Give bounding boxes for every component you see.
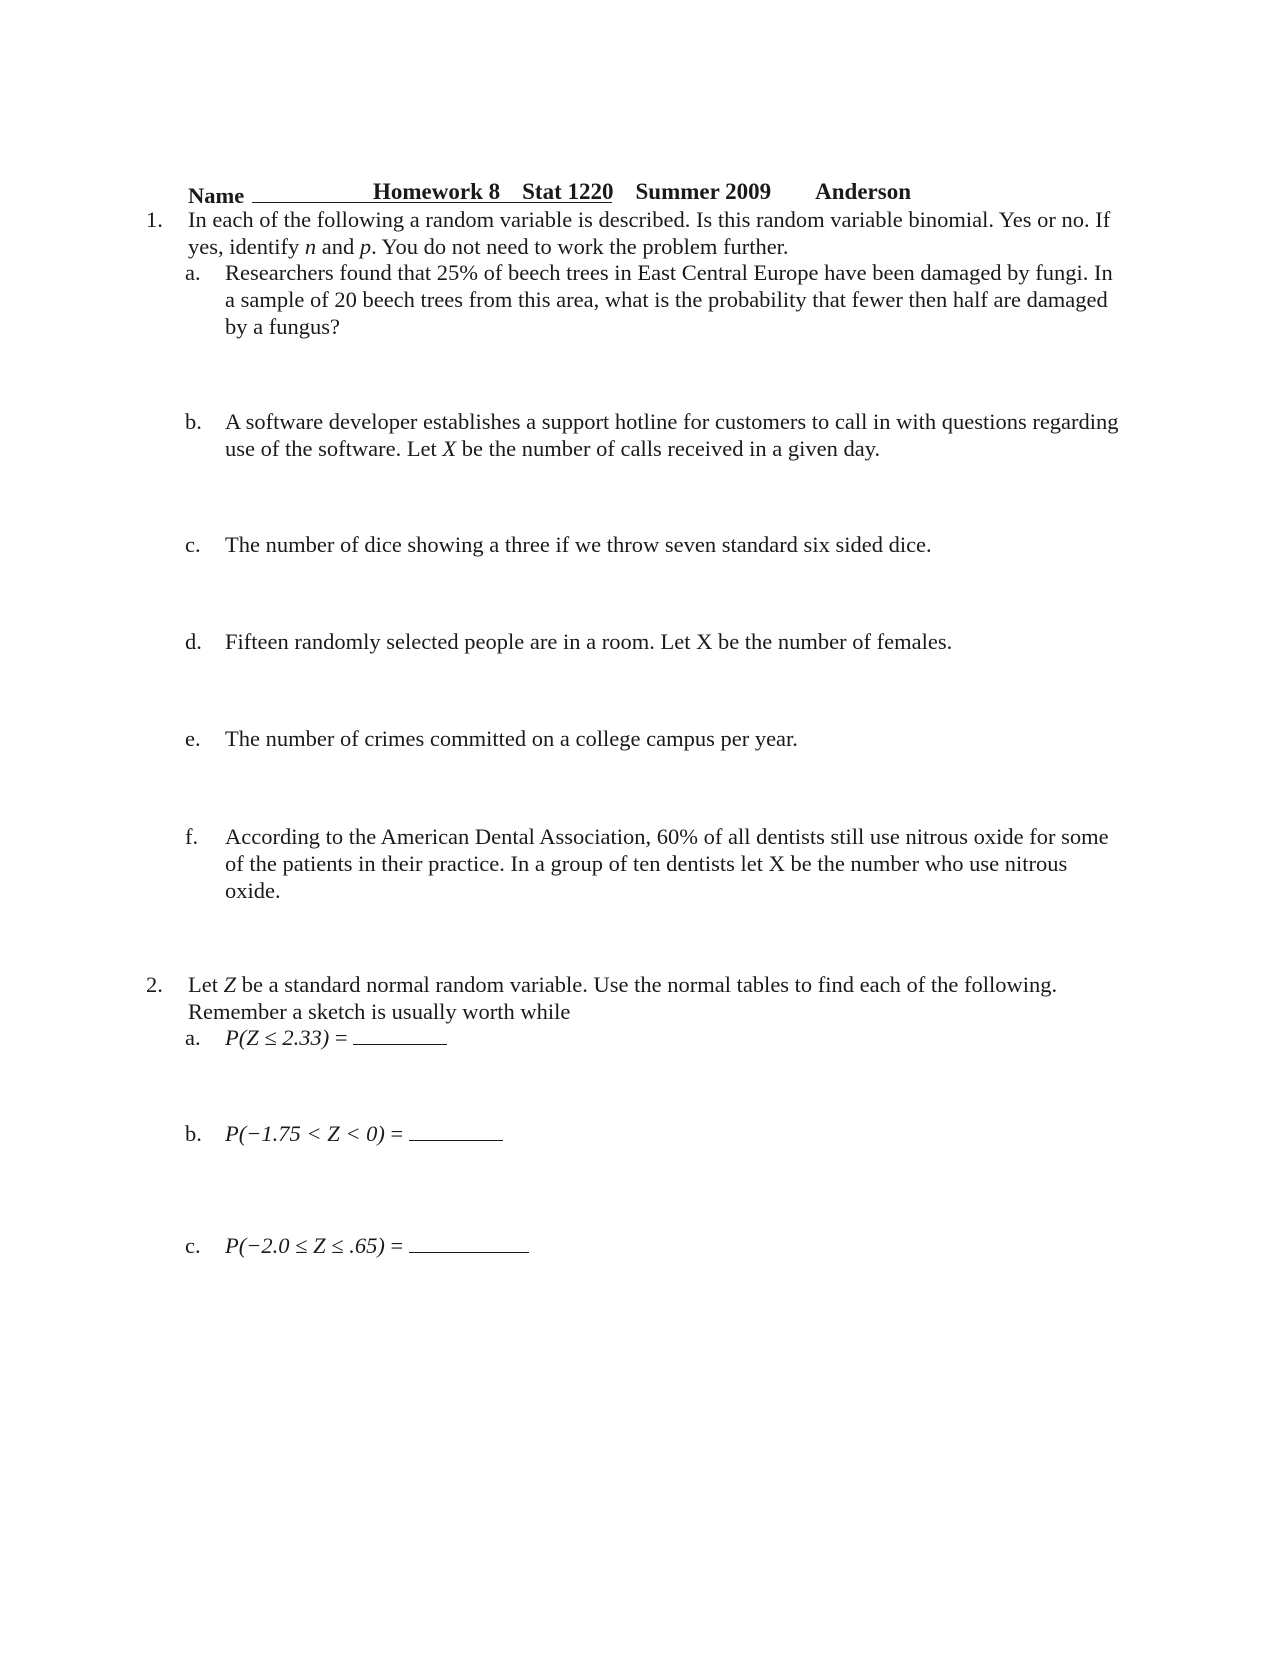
question-2-prompt (188, 971, 1128, 1025)
q1-item-b-text (225, 408, 1125, 462)
q1-var-p: p (359, 234, 372, 259)
header-course: Stat 1220 (522, 179, 614, 204)
q1-item-f-label: f. (185, 824, 199, 849)
q1-item-a-label: a. (185, 260, 201, 285)
question-2-number: 2. (146, 972, 163, 997)
q2-prompt-post: be a standard normal random variable. Use the normal tables to find each of the following. Remember a sketch is usually worth while (188, 972, 1058, 1024)
q2-var-z: Z (223, 972, 237, 997)
header-term: Summer 2009 (635, 179, 772, 204)
question-1-prompt (188, 206, 1128, 260)
q1-item-d-label: d. (185, 629, 202, 654)
q2-item-b-label: b. (185, 1121, 202, 1146)
q1-item-c-text: The number of dice showing a three if we throw seven standard six sided dice. (225, 532, 932, 557)
q1-prompt-and: and (316, 234, 360, 259)
q1-item-b-var: X (442, 436, 457, 461)
q2-item-c-label: c. (185, 1233, 201, 1258)
q2-item-c-expr: P(−2.0 ≤ Z ≤ .65) (225, 1233, 385, 1258)
q1-var-n: n (304, 234, 317, 259)
header-instructor: Anderson (815, 179, 912, 204)
q2-item-c-equals: = (390, 1233, 404, 1258)
q1-item-b-text-pre: A software developer establishes a support hotline for customers to call in with questions regarding use of the software. Let (225, 409, 1119, 461)
q2-item-c-text (225, 1232, 1125, 1259)
q1-item-e-text: The number of crimes committed on a college campus per year. (225, 726, 798, 751)
q1-prompt-part2: . You do not need to work the problem further. (371, 234, 789, 259)
q1-item-f-text: According to the American Dental Association, 60% of all dentists still use nitrous oxide for some of the patients in their practice. In a group of ten dentists let X be the number who use nitrous oxide. (225, 824, 1109, 903)
q2-item-c-answer-blank[interactable] (409, 1232, 529, 1253)
q2-item-a-equals: = (334, 1025, 348, 1050)
name-label: Name (188, 183, 245, 208)
q2-item-a-answer-blank[interactable] (353, 1024, 447, 1045)
q1-item-b-label: b. (185, 409, 202, 434)
q2-item-b-text (225, 1120, 1125, 1147)
q2-item-a-label: a. (185, 1025, 201, 1050)
q1-item-e-label: e. (185, 726, 201, 751)
q1-item-d-text: Fifteen randomly selected people are in a room. Let X be the number of females. (225, 629, 953, 654)
q1-item-a-text: Researchers found that 25% of beech trees in East Central Europe have been damaged by fungi. In a sample of 20 beech trees from this area, what is the probability that fewer then half are damaged by a fungus? (225, 260, 1113, 339)
q2-item-b-expr: P(−1.75 < Z < 0) (225, 1121, 385, 1146)
q2-item-b-answer-blank[interactable] (409, 1120, 503, 1141)
q2-prompt-pre: Let (188, 972, 224, 997)
q2-item-b-equals: = (390, 1121, 404, 1146)
name-field (188, 180, 612, 209)
q1-item-b-text-post: be the number of calls received in a given day. (456, 436, 881, 461)
q2-item-a-text (225, 1024, 1125, 1051)
q2-item-a-expr: P(Z ≤ 2.33) (225, 1025, 330, 1050)
header-homework: Homework 8 (373, 179, 501, 204)
q1-prompt-part1: In each of the following a random variable is described. Is this random variable binomial. Yes or no. If yes, identify (188, 207, 1111, 259)
question-1-number: 1. (146, 207, 163, 232)
q1-item-c-label: c. (185, 532, 201, 557)
name-blank-line[interactable] (252, 180, 612, 203)
